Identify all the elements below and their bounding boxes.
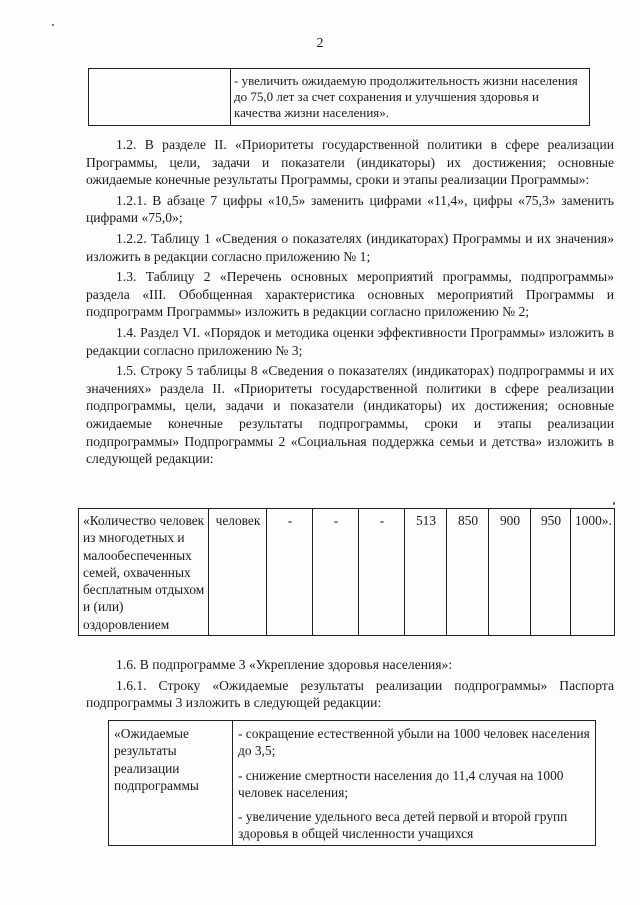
continuation-table-right-cell: - увеличить ожидаемую продолжительность жизни населения до 75,0 лет за счет сохранения и улучшения здоровья и качества жизни населения». — [231, 69, 590, 126]
scan-speck — [52, 24, 54, 26]
value-cell: 513 — [405, 509, 447, 636]
expected-results-label-cell: «Ожидаемые результаты реализации подпрограммы — [109, 721, 233, 846]
expected-result-item: - увеличение удельного веса детей первой и второй групп здоровья в общей численности учащихся — [238, 809, 568, 842]
continuation-table — [88, 68, 590, 126]
amendments-text — [86, 136, 614, 471]
value-cell: 900 — [489, 509, 531, 636]
continuation-table-left-cell — [89, 69, 231, 126]
expected-results-table — [108, 720, 596, 846]
expected-result-item: - снижение смертности населения до 11,4 случая на 1000 человек населения; — [238, 767, 564, 800]
value-cell: - — [313, 509, 359, 636]
expected-result-item: - сокращение естественной убыли на 1000 человек населения до 3,5; — [238, 726, 590, 759]
value-cell: - — [359, 509, 405, 636]
paragraph-1-4: 1.4. Раздел VI. «Порядок и методика оценки эффективности Программы» изложить в редакции согласно приложению № 3; — [86, 324, 614, 358]
paragraph-1-6-1: 1.6.1. Строку «Ожидаемые результаты реализации подпрограммы» Паспорта подпрограммы 3 изложить в следующей редакции: — [86, 677, 614, 711]
paragraph-1-2-1: 1.2.1. В абзаце 7 цифры «10,5» заменить цифрами «11,4», цифры «75,3» заменить цифрами «75,0»; — [86, 192, 614, 226]
paragraph-1-6: 1.6. В подпрограмме 3 «Укрепление здоровья населения»: — [116, 657, 453, 672]
value-cell: - — [267, 509, 313, 636]
table-row — [109, 721, 596, 846]
value-cell: 1000». — [571, 509, 615, 636]
expected-results-items-cell — [233, 721, 596, 846]
unit-cell: человек — [209, 509, 267, 636]
paragraph-1-5: 1.5. Строку 5 таблицы 8 «Сведения о показателях (индикаторах) подпрограммы и их значениях» раздела II. «Приоритеты государственной политики в сфере реализации подпрограммы, цели, задачи и показатели (индикаторы) их достижения; основные ожидаемые конечные результаты подпрограммы, сроки и этапы реализации подпрограммы» Подпрограммы 2 «Социальная поддержка семьи и детства» изложить в следующей редакции: — [86, 363, 614, 467]
table-row — [79, 509, 615, 636]
page-number: 2 — [316, 36, 324, 51]
scan-speck — [613, 502, 615, 505]
value-cell: 850 — [447, 509, 489, 636]
paragraph-1-2: 1.2. В разделе II. «Приоритеты государственной политики в сфере реализации Программы, цели, задачи и показатели (индикаторы) их достижения; основные ожидаемые конечные результаты Программы, сроки и этапы реализации Программы»: — [86, 137, 614, 188]
value-cell: 950 — [531, 509, 571, 636]
paragraph-1-3: 1.3. Таблицу 2 «Перечень основных мероприятий программы, подпрограммы» раздела «III. Обобщенная характеристика основных мероприятий Программы и подпрограмм Программы» изложить в редакции согласно приложению № 2; — [86, 269, 614, 320]
paragraph-1-2-2: 1.2.2. Таблицу 1 «Сведения о показателях (индикаторах) Программы и их значения» изложить в редакции согласно приложению № 1; — [86, 230, 614, 264]
indicator-name-cell: «Количество человек из многодетных и малообеспеченных семей, охваченных бесплатным отдыхом и (или) оздоровлением — [79, 509, 209, 636]
indicator-row-table — [78, 508, 615, 636]
amendments-text-continued — [86, 656, 614, 715]
